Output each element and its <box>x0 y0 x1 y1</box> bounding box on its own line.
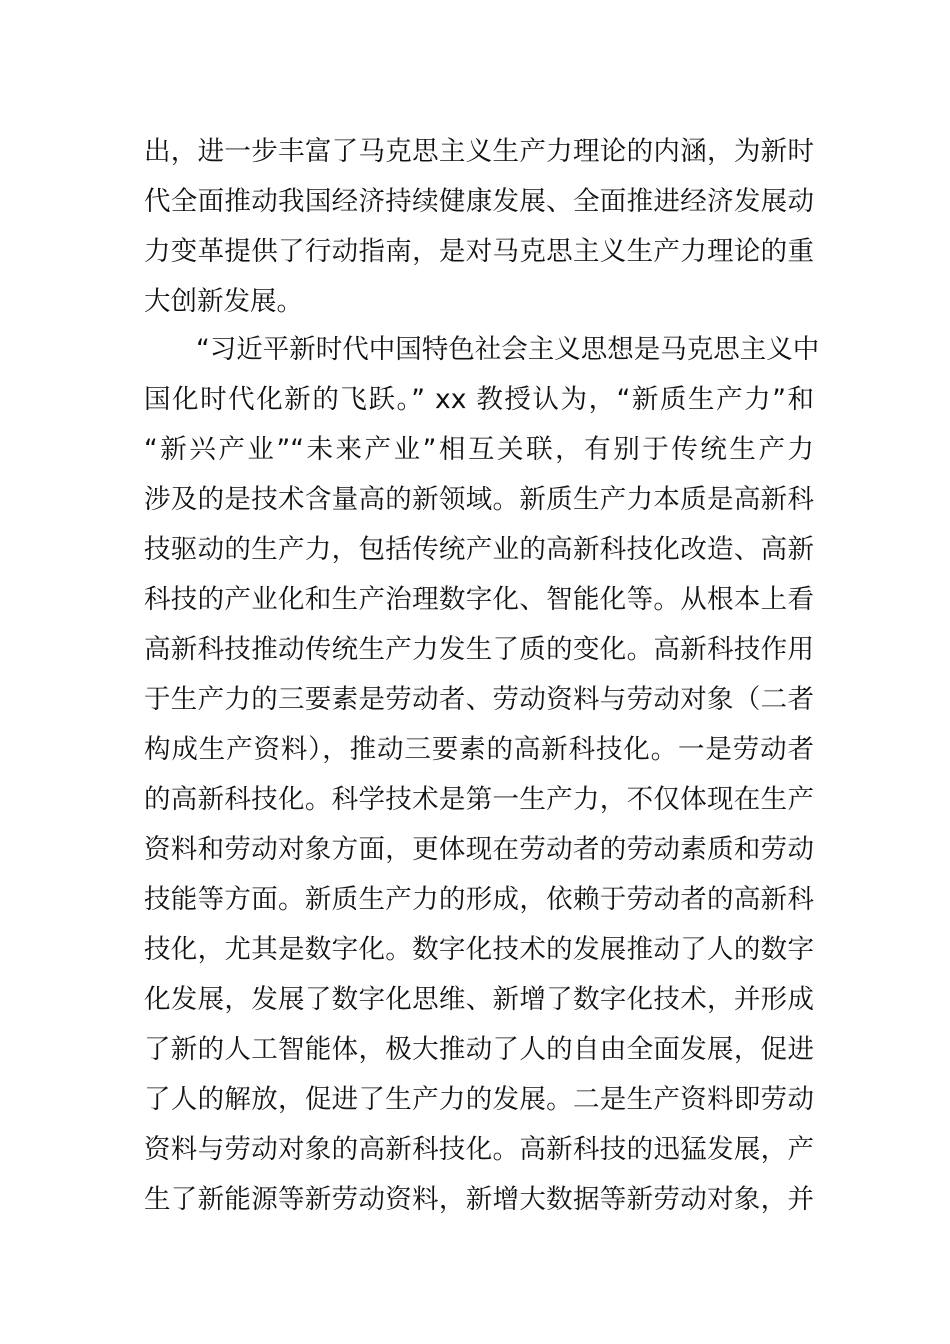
text-line: 高新科技推动传统生产力发生了质的变化。高新科技作用 <box>144 634 814 665</box>
text-line: 技驱动的生产力，包括传统产业的高新科技化改造、高新 <box>144 534 814 565</box>
text-line: 科技的产业化和生产治理数字化、智能化等。从根本上看 <box>144 584 814 615</box>
text-line: 了人的解放，促进了生产力的发展。二是生产资料即劳动 <box>144 1084 814 1115</box>
text-line: 于生产力的三要素是劳动者、劳动资料与劳动对象（二者 <box>144 684 814 715</box>
text-line: 了新的人工智能体，极大推动了人的自由全面发展，促进 <box>144 1034 814 1065</box>
text-line: 出，进一步丰富了马克思主义生产力理论的内涵，为新时 <box>144 136 814 167</box>
text-line: “新兴产业”“未来产业”相互关联，有别于传统生产力 <box>144 434 814 465</box>
text-line: 涉及的是技术含量高的新领域。新质生产力本质是高新科 <box>144 484 814 515</box>
text-line: 力变革提供了行动指南，是对马克思主义生产力理论的重 <box>144 236 814 267</box>
text-line: 国化时代化新的飞跃。” xx 教授认为，“新质生产力”和 <box>144 384 814 415</box>
text-line: 生了新能源等新劳动资料，新增大数据等新劳动对象，并 <box>144 1184 814 1215</box>
text-line: 的高新科技化。科学技术是第一生产力，不仅体现在生产 <box>144 784 814 815</box>
text-line: 资料和劳动对象方面，更体现在劳动者的劳动素质和劳动 <box>144 834 814 865</box>
text-line: 资料与劳动对象的高新科技化。高新科技的迅猛发展，产 <box>144 1134 814 1165</box>
text-line: 构成生产资料），推动三要素的高新科技化。一是劳动者 <box>144 734 814 765</box>
text-line: 大创新发展。 <box>144 286 303 317</box>
text-line: 代全面推动我国经济持续健康发展、全面推进经济发展动 <box>144 186 814 217</box>
paragraph-2 <box>144 325 820 1225</box>
text-line: 技能等方面。新质生产力的形成，依赖于劳动者的高新科 <box>144 884 814 915</box>
text-line: 化发展，发展了数字化思维、新增了数字化技术，并形成 <box>144 984 814 1015</box>
paragraph-1 <box>144 127 814 327</box>
text-line: 技化，尤其是数字化。数字化技术的发展推动了人的数字 <box>144 934 814 965</box>
text-line: “习近平新时代中国特色社会主义思想是马克思主义中 <box>196 334 820 365</box>
